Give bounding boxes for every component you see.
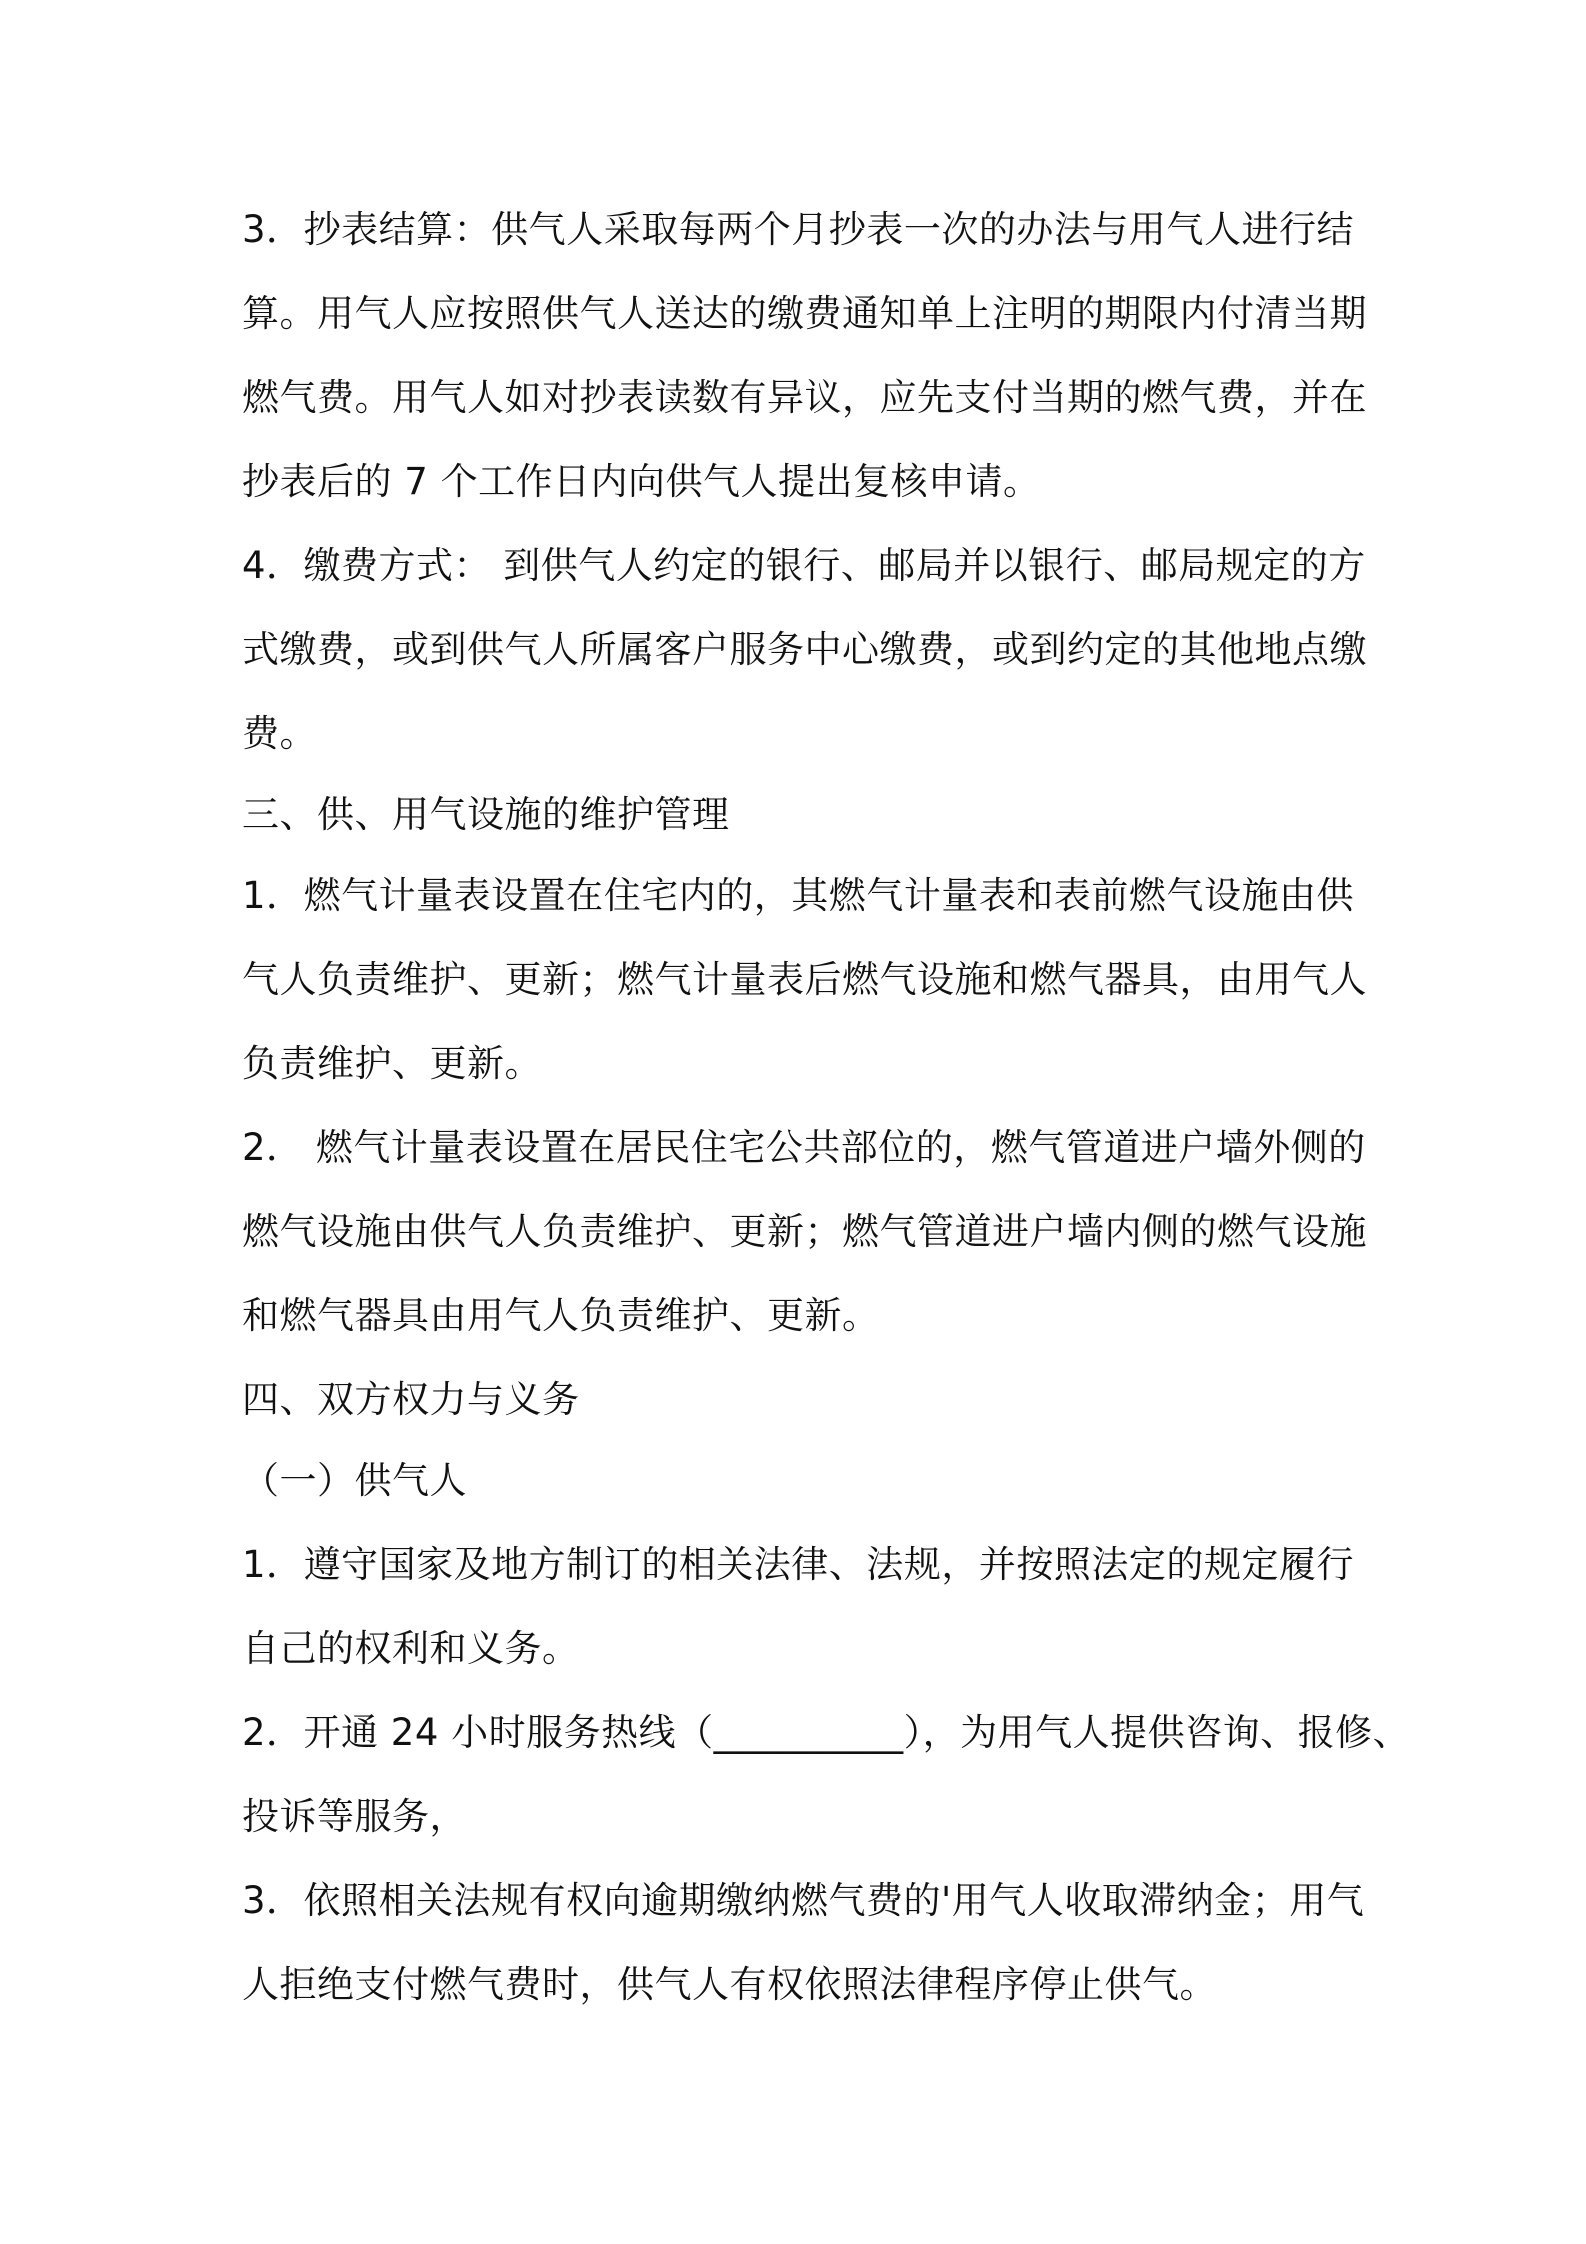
text-line: 负责维护、更新。 (242, 1042, 542, 1085)
text-line: 人拒绝支付燃气费时，供气人有权依照法律程序停止供气。 (242, 1963, 1217, 2006)
section-heading: 四、双方权力与义务 (242, 1378, 580, 1421)
text-line: 4．缴费方式： 到供气人约定的银行、邮局并以银行、邮局规定的方 (242, 544, 1366, 587)
text-line: 算。用气人应按照供气人送达的缴费通知单上注明的期限内付清当期 (242, 292, 1367, 335)
text-line: 3．依照相关法规有权向逾期缴纳燃气费的'用气人收取滞纳金；用气 (242, 1879, 1365, 1922)
text-line: 3．抄表结算：供气人采取每两个月抄表一次的办法与用气人进行结 (242, 208, 1354, 251)
text-line: 1．遵守国家及地方制订的相关法律、法规，并按照法定的规定履行 (242, 1543, 1354, 1586)
subsection-heading: （一）供气人 (242, 1459, 467, 1502)
text-line: 费。 (242, 712, 317, 755)
text-line: 式缴费，或到供气人所属客户服务中心缴费，或到约定的其他地点缴 (242, 628, 1367, 671)
text-line: 和燃气器具由用气人负责维护、更新。 (242, 1294, 880, 1337)
text-line: 1．燃气计量表设置在住宅内的，其燃气计量表和表前燃气设施由供 (242, 874, 1354, 917)
text-line: 2． 燃气计量表设置在居民住宅公共部位的，燃气管道进户墙外侧的 (242, 1126, 1366, 1169)
text-line: 自己的权利和义务。 (242, 1627, 580, 1670)
text-line: 2．开通 24 小时服务热线（__________），为用气人提供咨询、报修、 (242, 1711, 1411, 1754)
text-line: 投诉等服务， (242, 1795, 467, 1838)
section-heading: 三、供、用气设施的维护管理 (242, 793, 730, 836)
text-line: 燃气费。用气人如对抄表读数有异议，应先支付当期的燃气费，并在 (242, 376, 1367, 419)
text-line: 燃气设施由供气人负责维护、更新；燃气管道进户墙内侧的燃气设施 (242, 1210, 1367, 1253)
text-line: 气人负责维护、更新；燃气计量表后燃气设施和燃气器具，由用气人 (242, 958, 1367, 1001)
text-line: 抄表后的 7 个工作日内向供气人提出复核申请。 (242, 460, 1041, 503)
